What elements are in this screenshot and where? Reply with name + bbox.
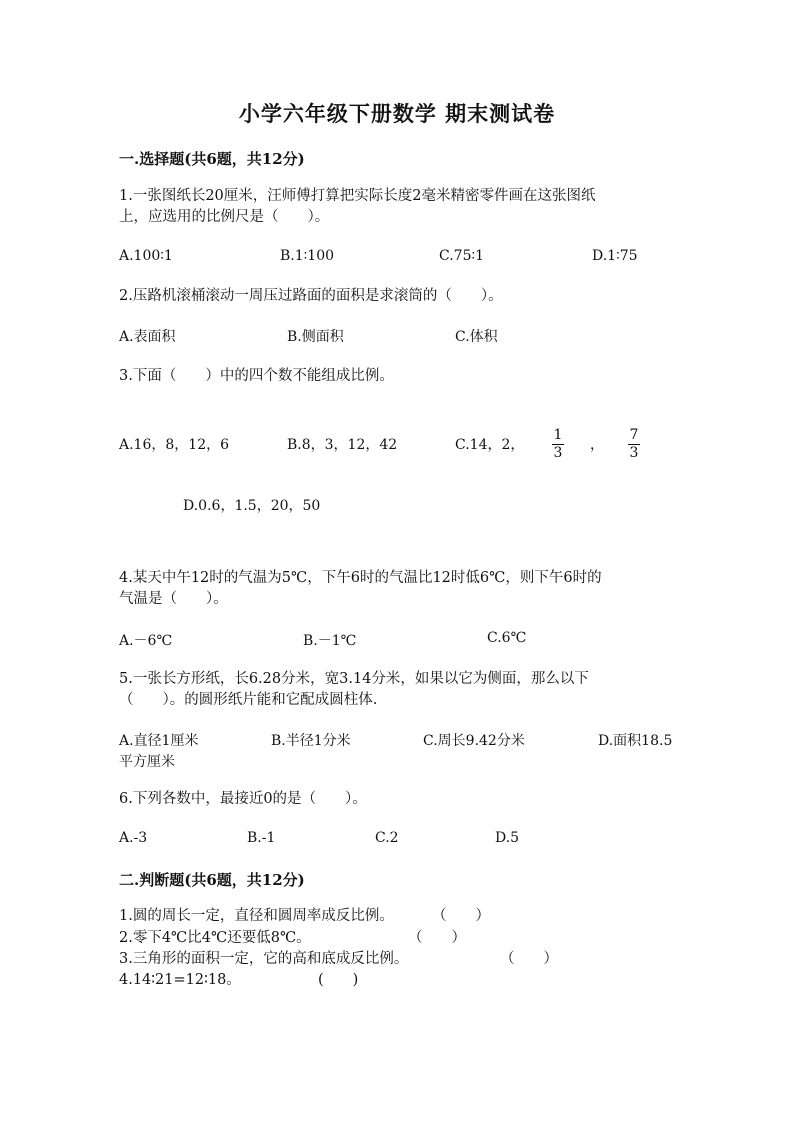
- q2-option-c[interactable]: C.体积: [455, 329, 498, 345]
- question-5-line-2: （ ）。的圆形纸片能和它配成圆柱体.: [119, 692, 378, 708]
- judge-2-text: 2.零下4℃比4℃还要低8℃。: [119, 930, 311, 946]
- question-2-line-1: 2.压路机滚桶滚动一周压过路面的面积是求滚筒的（ ）。: [119, 288, 503, 304]
- q3-option-c-separator: ，: [590, 437, 604, 453]
- judge-3-answer-blank[interactable]: （ ）: [500, 951, 558, 967]
- q6-option-a[interactable]: A.-3: [119, 830, 148, 846]
- q1-option-d[interactable]: D.1∶75: [592, 248, 638, 264]
- judge-3-text: 3.三角形的面积一定，它的高和底成反比例。: [119, 951, 409, 967]
- q3-option-d[interactable]: D.0.6，1.5，20，50: [183, 498, 321, 514]
- question-4-line-1: 4.某天中午12时的气温为5℃，下午6时的气温比12时低6℃，则下午6时的: [119, 570, 602, 586]
- page-title: 小学六年级下册数学 期末测试卷: [238, 101, 556, 126]
- q3-fraction-1-numerator: 1: [553, 427, 563, 443]
- q1-option-c[interactable]: C.75∶1: [439, 248, 485, 264]
- q5-option-a[interactable]: A.直径1厘米: [119, 733, 199, 749]
- judge-1-answer-blank[interactable]: （ ）: [432, 908, 490, 924]
- section-heading-judge: 二.判断题(共6题，共12分): [119, 871, 305, 889]
- q3-option-b[interactable]: B.8，3，12，42: [287, 437, 398, 453]
- q3-fraction-1-denominator: 3: [553, 445, 563, 461]
- q4-option-a[interactable]: A.－6℃: [119, 633, 173, 649]
- q5-option-c[interactable]: C.周长9.42分米: [423, 733, 525, 749]
- q6-option-d[interactable]: D.5: [495, 830, 520, 846]
- q4-option-c[interactable]: C.6℃: [487, 630, 527, 646]
- q2-option-a[interactable]: A.表面积: [119, 329, 176, 345]
- q3-fraction-2-denominator: 3: [629, 445, 639, 461]
- q5-option-b[interactable]: B.半径1分米: [271, 733, 351, 749]
- question-6-line-1: 6.下列各数中，最接近0的是（ ）。: [119, 791, 367, 807]
- question-3-line-1: 3.下面（ ）中的四个数不能组成比例。: [119, 368, 394, 384]
- question-5-line-1: 5.一张长方形纸，长6.28分米，宽3.14分米，如果以它为侧面，那么以下: [119, 671, 589, 687]
- judge-4-text: 4.14∶21=12∶18。: [119, 972, 241, 988]
- q6-option-b[interactable]: B.-1: [247, 830, 276, 846]
- q5-option-d-continuation: 平方厘米: [119, 754, 175, 770]
- judge-2-answer-blank[interactable]: （ ）: [408, 930, 466, 946]
- judge-4-answer-blank[interactable]: ( ): [318, 972, 359, 988]
- q4-option-b[interactable]: B.－1℃: [303, 633, 357, 649]
- question-1-line-1: 1.一张图纸长20厘米，汪师傅打算把实际长度2毫米精密零件画在这张图纸: [119, 188, 596, 204]
- q6-option-c[interactable]: C.2: [375, 830, 399, 846]
- judge-1-text: 1.圆的周长一定，直径和圆周率成反比例。: [119, 908, 394, 924]
- q3-fraction-2: [626, 428, 642, 461]
- q3-option-c[interactable]: C.14，2，: [455, 437, 525, 453]
- question-1-line-2: 上，应选用的比例尺是（ ）。: [119, 209, 330, 225]
- q3-option-a[interactable]: A.16，8，12，6: [119, 437, 230, 453]
- q1-option-b[interactable]: B.1∶100: [280, 248, 335, 264]
- q5-option-d[interactable]: D.面积18.5: [598, 733, 673, 749]
- q2-option-b[interactable]: B.侧面积: [287, 329, 344, 345]
- q3-fraction-1: [550, 428, 566, 461]
- q3-fraction-2-numerator: 7: [629, 427, 639, 443]
- section-heading-choice: 一.选择题(共6题，共12分): [119, 150, 305, 168]
- q1-option-a[interactable]: A.100∶1: [119, 248, 173, 264]
- question-4-line-2: 气温是（ ）。: [119, 591, 228, 607]
